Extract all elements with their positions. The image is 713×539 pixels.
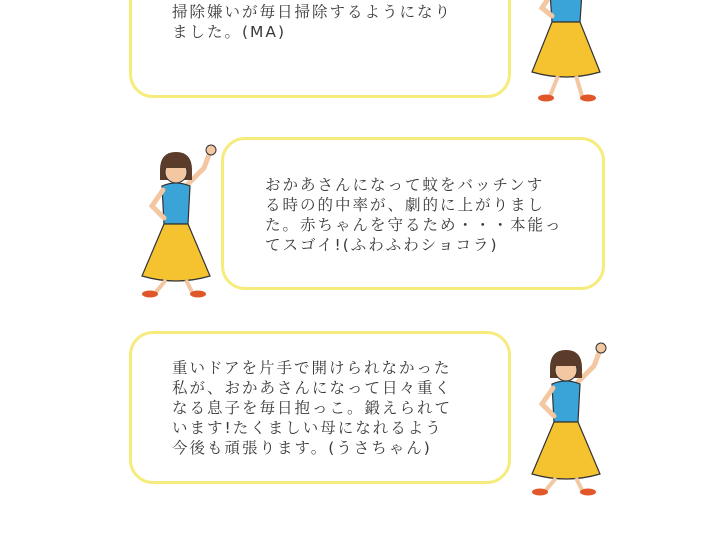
woman-flexing-illustration-2 <box>130 140 220 300</box>
woman-flexing-illustration-1 <box>520 0 610 106</box>
testimonial-text-3: 重いドアを片手で開けられなかった 私が、おかあさんになって日々重く なる息子を毎日抱っこ。鍛えられて います!たくましい母になれるよう 今後も頑張ります。(うさちゃん) <box>172 359 453 457</box>
woman-flexing-illustration-3 <box>520 338 610 498</box>
testimonial-text-2: おかあさんになって蚊をバッチンす る時の的中率が、劇的に上がりまし た。赤ちゃんを守るため・・・本能っ てスゴイ!(ふわふわショコラ) <box>265 176 563 254</box>
testimonial-text-1: 掃除嫌いが毎日掃除するようになり ました。(MA) <box>172 3 453 41</box>
